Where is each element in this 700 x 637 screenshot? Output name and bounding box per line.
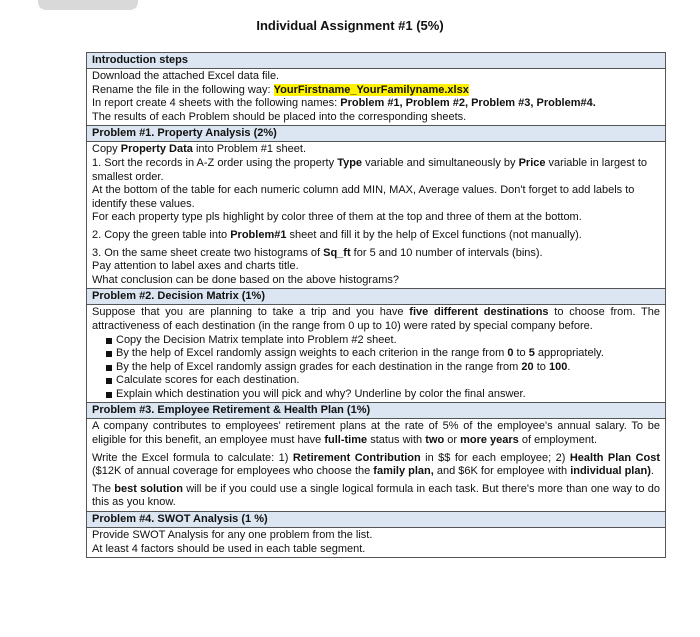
problem1-body xyxy=(87,142,665,289)
intro-header: Introduction steps xyxy=(87,53,665,69)
p2-bullet-list xyxy=(92,334,660,402)
p1-line: Copy Property Data into Problem #1 sheet. xyxy=(92,143,307,156)
document-title: Individual Assignment #1 (5%) xyxy=(256,18,444,33)
intro-line: Download the attached Excel data file. xyxy=(92,70,280,82)
intro-line: Rename the file in the following way: YourFirstname_YourFamilyname.xlsx xyxy=(92,83,469,96)
p1-line: Pay attention to label axes and charts title. xyxy=(92,260,299,273)
intro-line: The results of each Problem should be placed into the corresponding sheets. xyxy=(92,110,467,123)
assignment-table xyxy=(86,52,666,558)
cropped-header-fragment xyxy=(38,0,138,10)
p1-line: What conclusion can be done based on the above histograms? xyxy=(92,273,399,286)
p1-line: 2. Copy the green table into Problem#1 sheet and fill it by the help of Excel functions (not manually). xyxy=(92,228,582,241)
problem3-body xyxy=(87,419,665,512)
p2-intro: Suppose that you are planning to take a trip and you have five different destinations to choose from. The attractiveness of each destination (in the range from 0 up to 10) were rated by special company before. xyxy=(92,306,660,332)
list-item: Calculate scores for each destination. xyxy=(106,374,660,388)
problem1-header: Problem #1. Property Analysis (2%) xyxy=(87,126,665,142)
p3-para: A company contributes to employees' retirement plans at the rate of 5% of the employee's annual salary. To be eligible for this benefit, an employee must have full-time status with two or more years of employment. xyxy=(92,420,660,447)
p1-line: At the bottom of the table for each numeric column add MIN, MAX, Average values. Don't forget to add labels to identify these values. xyxy=(92,184,635,210)
intro-body xyxy=(87,69,665,126)
p1-line: 1. Sort the records in A-Z order using the property Type variable and simultaneously by Price variable in largest to smallest order. xyxy=(92,156,647,183)
problem3-header: Problem #3. Employee Retirement & Health Plan (1%) xyxy=(87,403,665,419)
problem2-body xyxy=(87,305,665,403)
problem2-header: Problem #2. Decision Matrix (1%) xyxy=(87,289,665,305)
list-item: Copy the Decision Matrix template into Problem #2 sheet. xyxy=(106,334,660,348)
filename-highlight: YourFirstname_YourFamilyname.xlsx xyxy=(273,83,469,96)
intro-line: In report create 4 sheets with the following names: Problem #1, Problem #2, Problem #3, Problem#4. xyxy=(92,97,596,110)
problem4-body xyxy=(87,528,665,558)
p3-para: The best solution will be if you could use a single logical formula in each task. But there's more than one way to do this as you know. xyxy=(92,482,660,509)
list-item: By the help of Excel randomly assign grades for each destination in the range from 20 to 100. xyxy=(106,361,660,375)
list-item: Explain which destination you will pick and why? Underline by color the final answer. xyxy=(106,388,660,402)
p1-line: 3. On the same sheet create two histograms of Sq_ft for 5 and 10 number of intervals (bins). xyxy=(92,246,543,259)
p4-line: Provide SWOT Analysis for any one problem from the list. xyxy=(92,529,373,542)
p4-line: At least 4 factors should be used in each table segment. xyxy=(92,542,366,555)
p3-para: Write the Excel formula to calculate: 1) Retirement Contribution in $$ for each employee; 2) Health Plan Cost ($12K of annual coverage for employees who choose the family plan, and $6K for employee with individual plan). xyxy=(92,451,661,478)
p1-line: For each property type pls highlight by color three of them at the top and three of them at the bottom. xyxy=(92,211,582,224)
problem4-header: Problem #4. SWOT Analysis (1 %) xyxy=(87,512,665,528)
list-item: By the help of Excel randomly assign weights to each criterion in the range from 0 to 5 appropriately. xyxy=(106,347,660,361)
